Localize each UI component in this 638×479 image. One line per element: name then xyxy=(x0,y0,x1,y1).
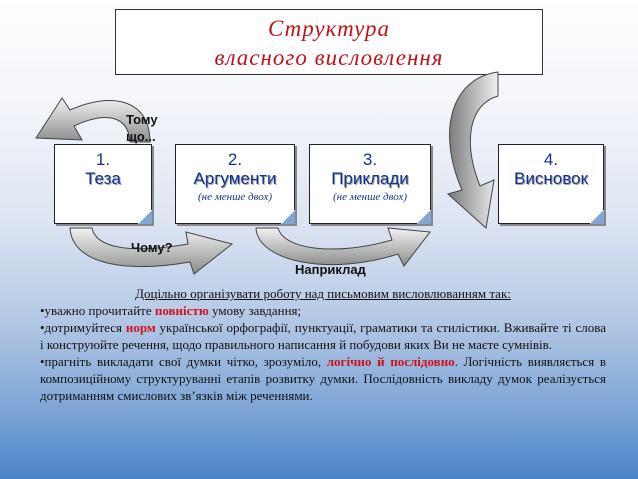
instruction-text: •уважно прочитайте xyxy=(40,303,155,318)
instruction-text: . Логічність виявляється в композиційному структуруванні етапів розвитку думки. Послідовність викладу думок реалізується дотриманням смислових зв’язків між реченнями. xyxy=(40,354,606,403)
instruction-item-2 xyxy=(40,319,606,353)
title-line-2: власного висловлення xyxy=(214,45,444,70)
step-label: Висновок xyxy=(514,169,588,188)
title-line-1: Структура xyxy=(267,16,391,41)
instruction-item-1 xyxy=(40,302,606,319)
flow-label-for-example xyxy=(295,262,366,277)
step-box-examples xyxy=(309,144,431,224)
page-fold-icon xyxy=(281,210,295,224)
step-label: Аргументи xyxy=(193,169,277,188)
instruction-text: •прагніть викладати свої думки чітко, зрозуміло, xyxy=(40,354,327,369)
step-note: (не менше двох) xyxy=(197,191,273,203)
instruction-item-3 xyxy=(40,353,606,404)
page-fold-icon xyxy=(590,210,604,224)
step-box-arguments xyxy=(175,144,295,224)
step-label: Приклади xyxy=(331,169,409,188)
flow-label-for-example-text: Наприклад xyxy=(295,262,366,277)
flow-label-because-line1: Тому xyxy=(126,112,158,127)
instructions-intro: Доцільно організувати роботу над письмовим висловлюванням так: xyxy=(135,286,511,301)
step-number: 2. xyxy=(227,150,243,169)
step-number: 1. xyxy=(95,150,111,169)
instruction-text: української орфографії, пунктуації, граматики та стилістики. Вживайте ті слова і конструюйте речення, щодо правильного написання й побудови яких Ви не маєте сумнівів. xyxy=(40,320,606,352)
flow-label-because xyxy=(126,111,158,145)
step-number: 3. xyxy=(362,150,378,169)
instruction-highlight: повністю xyxy=(154,303,209,318)
instruction-highlight: логічно й послідовно xyxy=(326,354,455,369)
arrow-right xyxy=(448,72,498,228)
flow-label-because-line2: що... xyxy=(126,129,156,144)
step-note: (не менше двох) xyxy=(332,191,408,203)
step-label: Теза xyxy=(85,169,121,188)
step-box-thesis xyxy=(54,144,152,224)
flow-label-why: Чому? xyxy=(131,240,173,255)
page-fold-icon xyxy=(138,210,152,224)
page-fold-icon xyxy=(417,210,431,224)
step-box-conclusion xyxy=(498,144,604,224)
instruction-text: •дотримуйтеся xyxy=(40,320,126,335)
step-number: 4. xyxy=(543,150,559,169)
instruction-text: умову завдання; xyxy=(208,303,302,318)
arrow-bottom-middle xyxy=(256,228,430,266)
instruction-highlight: норм xyxy=(125,320,156,335)
instructions-block xyxy=(40,285,606,404)
